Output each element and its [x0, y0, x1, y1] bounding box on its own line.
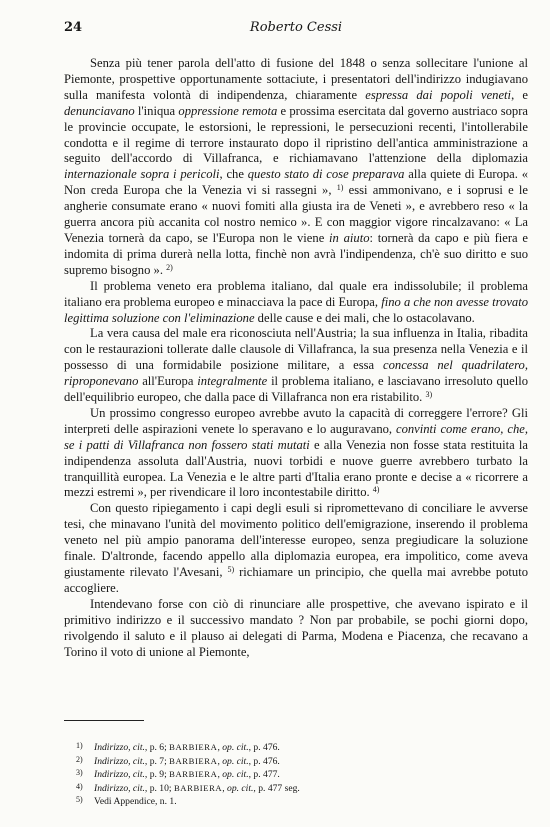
text-run: integralmente — [197, 374, 268, 389]
text-run: e alla Venezia non fosse stata restituita la indipendenza assoluta dall'Austria, nuovi torbidi e nuove guerre avrebbero turbato la tranquillità europea. La Venezia e le altre parti d'Italia erano pronte e decise a « ricorrere a mezzi estremi », per rivendicare il loro incontestabile diritto. — [64, 437, 528, 500]
footnote-number: 2) — [76, 754, 83, 764]
text-run: , — [222, 782, 228, 794]
text-run: concessa nel quadrilatero, riproponevano — [64, 358, 528, 389]
paragraph — [64, 501, 528, 596]
paragraph — [64, 56, 528, 279]
text-run: in aiuto — [329, 230, 370, 245]
text-run: questo stato di cose preparava — [247, 167, 405, 182]
text-run: , che — [219, 167, 248, 182]
text-run: , p. 477 seg. — [253, 782, 300, 794]
text-run: Indirizzo, cit. — [94, 755, 145, 767]
footnote-reference: 4) — [372, 485, 380, 495]
text-run: : tornerà da capo e più fiera e indomita di prima durerà nella lotta, finchè non avrà l'indipendenza, ch'è suo diritto e suo supremo bisogno ». — [64, 230, 528, 277]
text-run: , p. 477. — [248, 769, 280, 780]
text-run: fino a che non avesse trovato legittima soluzione con l'eliminazione — [64, 294, 529, 325]
text-run: denunciavano — [64, 103, 135, 118]
text-run: richiamare un principio, che quella mai avrebbe potuto accogliere. — [64, 565, 529, 595]
text-run: convinti come erano, che, se i patti di Villafranca non fossero stati mutati — [64, 421, 528, 452]
footnotes — [76, 740, 516, 808]
paragraph — [64, 597, 528, 661]
text-run: Con questo ripiegamento i capi degli esuli si ripromettevano di conciliare le avverse tesi, che minavano l'unità del movimento politico dell'emigrazione, inserendo il problema veneto nel più ampio panorama dell'interesse europeo, senza pregiudicare la soluzione finale. D'altronde, facendo appello alla diplomazia europea, era impolitico, come aveva giustamente rilevato l'Avesani, — [64, 501, 528, 579]
text-run: , e — [511, 87, 528, 102]
text-run: essi ammonivano, e i soprusi e le angherie consumate erano « nuovi fomiti alla giusta ira de Veneti », e avrebbero reso « la guerra ancora più accanita col nostro nemico ». E con maggior vigore rincalzavano: « La Venezia tornerà da capo, se l'Europa non le viene — [64, 183, 528, 245]
text-run: , p. 10; — [144, 782, 174, 794]
text-run: , — [217, 755, 223, 767]
text-run: La vera causa del male era riconosciuta nell'Austria; la sua influenza in Italia, ribadita con le restaurazioni tollerate dalle clausole di Villafranca, la sua presenza nella Venezia e il possesso di una formidabile posizione militare, a essa — [64, 326, 528, 373]
text-run: , — [217, 742, 223, 753]
text-run: Intendevano forse con ciò di rinunciare alle prospettive, che avevano ispirato e il primitivo indirizzo e il successivo mandato ? Non par probabile, se pochi giorni dopo, rivolgendo il saluto e il plauso ai delegati di Parma, Modena e Piacenza, che recavano a Torino il voto di unione al Piemonte, — [64, 596, 528, 659]
footnote-reference: 5) — [227, 565, 235, 574]
author-name: BARBIERA — [169, 769, 218, 779]
text-run: l'iniqua — [134, 103, 179, 118]
author-name: BARBIERA — [169, 755, 218, 766]
text-run: , p. 7; — [144, 755, 170, 767]
footnote — [76, 754, 516, 768]
text-run: op. cit. — [222, 755, 249, 767]
author-name: BARBIERA — [169, 742, 218, 752]
author-name: BARBIERA — [173, 782, 223, 793]
footnote — [76, 781, 516, 795]
text-run: op. cit. — [222, 742, 249, 753]
text-run: Indirizzo, cit. — [94, 769, 145, 780]
text-run: oppressione remota — [178, 103, 278, 118]
paragraph — [64, 326, 528, 406]
text-run: Indirizzo, cit. — [94, 742, 145, 753]
footnote — [76, 767, 516, 781]
text-run: , p. 9; — [144, 769, 170, 780]
text-run: espressa dai popoli veneti — [365, 87, 512, 102]
text-run: delle cause e dei mali, che lo ostacolavano. — [254, 310, 475, 325]
page-header — [64, 20, 528, 38]
footnote-number: 5) — [76, 795, 83, 804]
text-run: all'Europa — [138, 374, 198, 389]
body-text — [64, 56, 528, 660]
footnote-reference: 3) — [425, 390, 433, 400]
footnote-divider — [64, 720, 144, 721]
text-run: , p. 476. — [248, 755, 280, 767]
paragraph — [64, 279, 528, 327]
text-run: alla quiete di Europa. « Non creda Europa che la Venezia vi si rassegni », — [64, 167, 528, 198]
text-run: , p. 6; — [144, 742, 170, 753]
footnote — [76, 794, 516, 808]
text-run: Vedi Appendice, n. 1. — [94, 796, 177, 807]
text-run: Un prossimo congresso europeo avrebbe avuto la capacità di correggere l'errore? Gli interpreti delle aspirazioni venete lo speravano e lo auguravano, — [64, 405, 528, 436]
text-run: op. cit. — [227, 782, 254, 794]
text-run: Il problema veneto era problema italiano, dal quale era indissolubile; il problema italiano era problema europeo e minacciava la pace di Europa, — [64, 278, 528, 309]
text-run: , — [217, 769, 223, 780]
text-run: e prossima esercitata dal governo austriaco sopra le provincie occupate, le estorsioni, le repressioni, le persecuzioni recenti, l'intollerabile condotta e il regime di terrore instaurato dopo il ripristino dell'antica amministrazione a seguito dell'accordo di Villafranca, e richiamavano l'attenzione della diplomazia — [64, 103, 528, 166]
footnote-number: 4) — [76, 781, 83, 791]
text-run: Indirizzo, cit. — [94, 782, 145, 794]
page-number: 24 — [64, 20, 83, 35]
footnote-reference: 1) — [336, 183, 344, 193]
footnote-number: 3) — [76, 768, 83, 777]
text-run: op. cit. — [222, 769, 249, 780]
footnote — [76, 740, 516, 754]
text-run: Senza più tener parola dell'atto di fusione del 1848 o senza sollecitare l'unione al Piemonte, prospettive opportunamente sottaciute, i presentatori dell'indirizzo indugiavano sulla manifesta volontà di indipendenza, chiaramente — [64, 56, 528, 102]
running-head-author: Roberto Cessi — [249, 20, 343, 35]
footnote-reference: 2) — [166, 262, 173, 272]
text-run: il problema italiano, e lasciavano irresoluto quello dell'equilibrio europeo, che dalla pace di Villafranca non era ristabilito. — [64, 374, 528, 405]
text-run: , p. 476. — [248, 742, 280, 753]
text-run: internazionale sopra i pericoli — [64, 167, 220, 182]
paragraph — [64, 406, 528, 501]
footnote-number: 1) — [76, 741, 83, 750]
